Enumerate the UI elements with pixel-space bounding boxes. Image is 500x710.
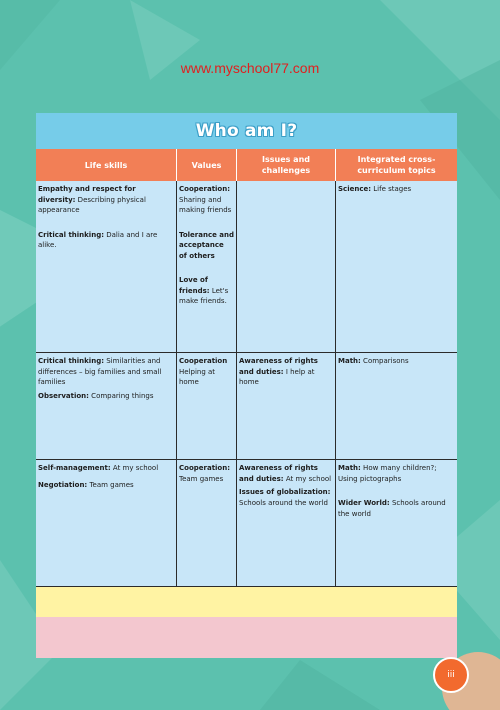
table-row xyxy=(36,181,457,353)
page-title: Who am I? xyxy=(195,121,298,141)
header-topics: Integrated cross-curriculum topics xyxy=(336,149,457,181)
header-values: Values xyxy=(177,149,237,181)
header-issues: Issues and challenges xyxy=(237,149,336,181)
cell-topics: Science: Life stages xyxy=(336,181,457,353)
table-row xyxy=(36,460,457,587)
cell-values: Cooperation: Sharing and making friends Tolerance and acceptance of others Love of friends: Let's make friends. xyxy=(177,181,237,353)
cell-issues: Awareness of rights and duties: I help at home xyxy=(237,353,336,460)
table-header-row xyxy=(36,149,457,181)
page-number: iii xyxy=(447,670,455,680)
title-bar xyxy=(36,113,457,149)
cell-life-skills: Empathy and respect for diversity: Describing physical appearance Critical thinking: Dalia and I are alike. xyxy=(36,181,177,353)
yellow-band xyxy=(36,587,457,617)
cell-issues: Awareness of rights and duties: At my school Issues of globalization: Schools around the world xyxy=(237,460,336,587)
cell-topics: Math: How many children?; Using pictographs Wider World: Schools around the world xyxy=(336,460,457,587)
cell-values: Cooperation: Team games xyxy=(177,460,237,587)
page-number-badge xyxy=(433,657,469,693)
header-life-skills: Life skills xyxy=(36,149,177,181)
pink-band xyxy=(36,617,457,658)
cell-values: Cooperation Helping at home xyxy=(177,353,237,460)
curriculum-table xyxy=(36,113,457,658)
cell-life-skills: Self-management: At my school Negotiation: Team games xyxy=(36,460,177,587)
cell-issues xyxy=(237,181,336,353)
table-row xyxy=(36,353,457,460)
cell-life-skills: Critical thinking: Similarities and differences – big families and small families Observation: Comparing things xyxy=(36,353,177,460)
cell-topics: Math: Comparisons xyxy=(336,353,457,460)
watermark-url: www.myschool77.com xyxy=(180,60,320,76)
